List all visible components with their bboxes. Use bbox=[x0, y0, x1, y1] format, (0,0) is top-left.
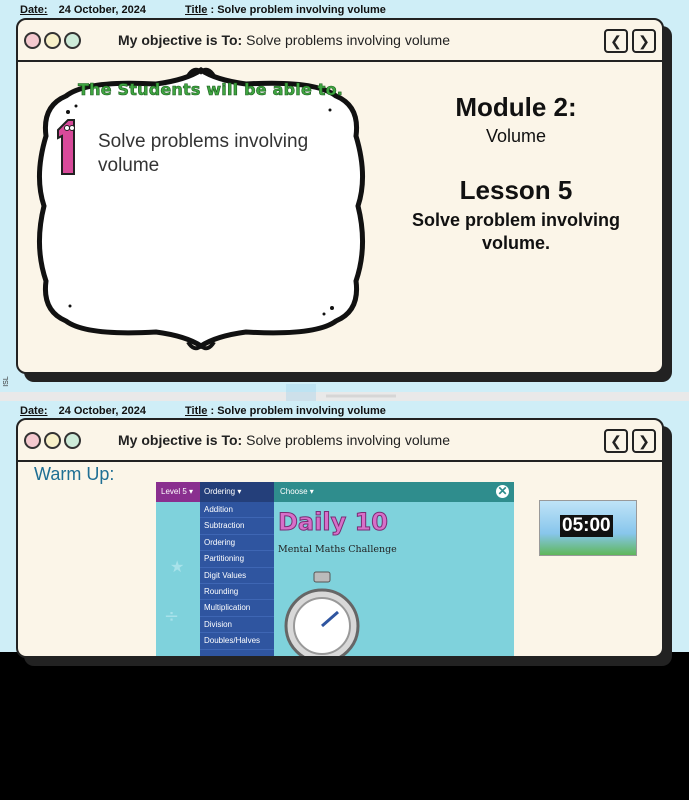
menu-item-ordering[interactable]: Ordering bbox=[200, 535, 274, 551]
menu-item-division[interactable]: Division bbox=[200, 617, 274, 633]
date-label: Date: bbox=[20, 4, 48, 16]
yellow-dot-icon bbox=[44, 32, 61, 49]
date-value: 24 October, 2024 bbox=[58, 405, 147, 417]
title-value: : Solve problem involving volume bbox=[210, 4, 386, 16]
next-button[interactable]: ❯ bbox=[632, 29, 656, 53]
game-title: Daily 10 bbox=[278, 508, 388, 536]
green-dot-icon bbox=[64, 32, 81, 49]
next-button[interactable]: ❯ bbox=[632, 429, 656, 453]
window-titlebar bbox=[18, 420, 662, 462]
red-dot-icon bbox=[24, 432, 41, 449]
prev-button[interactable]: ❮ bbox=[604, 29, 628, 53]
title-label: Title bbox=[185, 405, 208, 417]
window-titlebar bbox=[18, 20, 662, 62]
timer-value: 05:00 bbox=[562, 515, 611, 536]
choose-dropdown[interactable]: Choose ▾ bbox=[280, 487, 314, 496]
slide-header bbox=[20, 4, 386, 16]
module-subtitle: Volume bbox=[485, 126, 547, 146]
menu-item-multiplication[interactable]: Multiplication bbox=[200, 600, 274, 616]
menu-item-doubles-halves[interactable]: Doubles/Halves bbox=[200, 633, 274, 649]
objective-text: Solve problems involving volume bbox=[246, 32, 450, 48]
menu-item-digit-values[interactable]: Digit Values bbox=[200, 568, 274, 584]
menu-item-partitioning[interactable]: Partitioning bbox=[200, 551, 274, 567]
date-value: 24 October, 2024 bbox=[58, 4, 147, 16]
students-heading: The Students will be able to. bbox=[78, 80, 344, 99]
topic-dropdown[interactable]: Ordering ▾ bbox=[200, 482, 274, 502]
lesson-title: Lesson 5 bbox=[459, 175, 573, 205]
lesson-subtitle: Solve problem involving volume. bbox=[411, 210, 621, 253]
title-field bbox=[185, 405, 386, 417]
daily-10-game[interactable] bbox=[156, 482, 514, 658]
objective-item: Solve problems involving volume bbox=[98, 131, 309, 176]
red-dot-icon bbox=[24, 32, 41, 49]
close-icon[interactable]: ✕ bbox=[494, 483, 511, 500]
side-label: ISL bbox=[2, 376, 10, 387]
stopwatch-icon bbox=[282, 570, 362, 658]
date-label: Date: bbox=[20, 405, 48, 417]
slide-1 bbox=[0, 0, 689, 392]
svg-text:★: ★ bbox=[170, 557, 185, 576]
objective-text: Solve problems involving volume bbox=[246, 432, 450, 448]
number-one-icon bbox=[54, 118, 80, 176]
title-label: Title bbox=[185, 4, 208, 16]
topic-menu bbox=[200, 502, 274, 658]
prev-button[interactable]: ❮ bbox=[604, 429, 628, 453]
menu-item-addition[interactable]: Addition bbox=[200, 502, 274, 518]
warm-up-heading: Warm Up: bbox=[34, 464, 115, 484]
objective-line bbox=[118, 32, 450, 48]
module-title: Module 2: bbox=[455, 92, 577, 122]
countdown-timer[interactable] bbox=[539, 500, 637, 556]
svg-text:÷: ÷ bbox=[164, 606, 180, 627]
level-dropdown[interactable]: Level 5 ▾ bbox=[156, 482, 200, 502]
ornate-frame-icon bbox=[26, 66, 376, 351]
background-symbols-icon bbox=[156, 502, 200, 658]
slide-2 bbox=[0, 401, 689, 652]
menu-item-rounding[interactable]: Rounding bbox=[200, 584, 274, 600]
objective-prefix: My objective is To: bbox=[118, 432, 243, 448]
slide-window bbox=[16, 18, 664, 374]
game-subtitle: Mental Maths Challenge bbox=[278, 544, 397, 555]
green-dot-icon bbox=[64, 432, 81, 449]
menu-item-subtraction[interactable]: Subtraction bbox=[200, 518, 274, 534]
slide-header bbox=[20, 405, 386, 417]
yellow-dot-icon bbox=[44, 432, 61, 449]
objective-prefix: My objective is To: bbox=[118, 32, 243, 48]
title-value: : Solve problem involving volume bbox=[210, 405, 386, 417]
objective-line bbox=[118, 432, 450, 448]
title-field bbox=[185, 4, 386, 16]
